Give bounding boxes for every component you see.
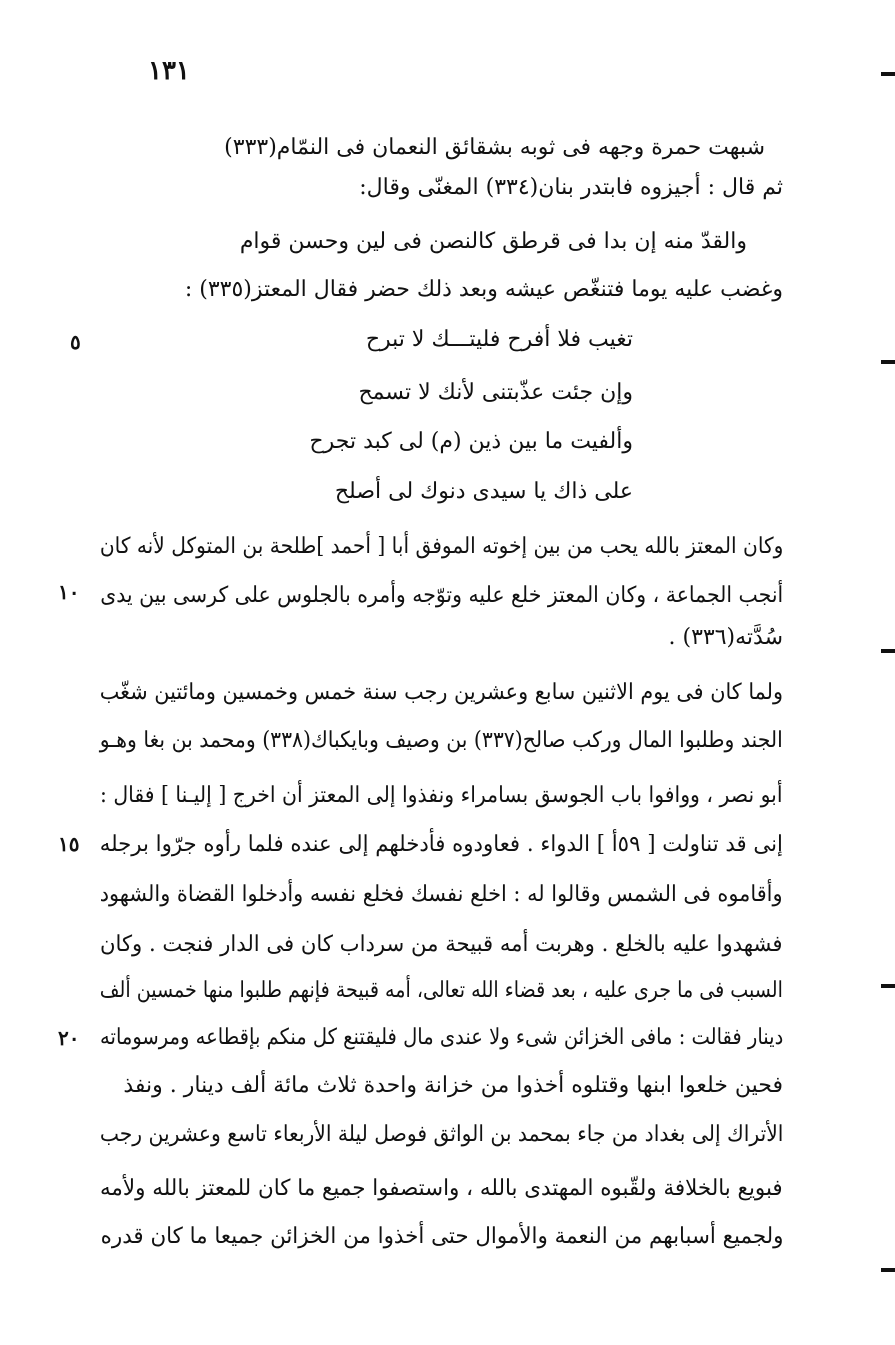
text-line: ثم قال : أجيزوه فابتدر بنان(٣٣٤) المغنّى وقال:: [359, 175, 783, 200]
text-line: أبو نصر ، ووافوا باب الجوسق بسامراء ونفذوا إلى المعتز أن اخرج [ إليـنا ] فقال :: [100, 783, 783, 808]
margin-tick: [881, 360, 895, 364]
verse-line: وألفيت ما بين ذين (م) لى كبد تجرح: [309, 429, 633, 454]
text-line: فحين خلعوا ابنها وقتلوه أخذوا من خزانة واحدة ثلاث مائة ألف دينار . ونفذ: [123, 1073, 783, 1098]
text-line: فبويع بالخلافة ولقّبوه المهتدى بالله ، واستصفوا جميع ما كان للمعتز بالله ولأمه: [100, 1176, 783, 1201]
margin-tick: [881, 984, 895, 988]
text-line: فشهدوا عليه بالخلع . وهربت أمه قبيحة من سرداب كان فى الدار فنجت . وكان: [100, 932, 783, 957]
text-line: والقدّ منه إن بدا فى قرطق كالنصن فى لين وحسن قوام: [239, 229, 747, 254]
verse-line: على ذاك يا سيدى دنوك لى أصلح: [334, 479, 633, 504]
text-line: ولما كان فى يوم الاثنين سابع وعشرين رجب سنة خمس وخمسين ومائتين شغّب: [99, 680, 783, 705]
text-line: وغضب عليه يوما فتنغّص عيشه وبعد ذلك حضر فقال المعتز(٣٣٥) :: [184, 277, 783, 302]
text-line: دينار فقالت : مافى الخزائن شىء ولا عندى مال فليقتنع كل منكم بإقطاعه ومرسوماته: [99, 1025, 783, 1050]
page-number: ١٣١: [148, 56, 190, 86]
line-number: ٢٠: [58, 1026, 80, 1050]
margin-tick: [881, 1268, 895, 1272]
verse-line: وإن جئت عذّبتنى لأنك لا تسمح: [358, 380, 633, 405]
verse-line: تغيب فلا أفرح فليتـــك لا تبرح: [365, 327, 633, 352]
text-line: ولجميع أسبابهم من النعمة والأموال حتى أخذوا من الخزائن جميعا ما كان قدره: [100, 1224, 783, 1249]
margin-tick: [881, 72, 895, 76]
text-line: الأتراك إلى بغداد من جاء بمحمد بن الواثق فوصل ليلة الأربعاء تاسع وعشرين رجب: [99, 1122, 783, 1147]
line-number: ١٠: [58, 580, 80, 604]
text-line: شبهت حمرة وجهه فى ثوبه بشقائق النعمان فى النمّام(٣٣٣): [224, 135, 765, 160]
text-line: إنى قد تناولت [ ٥٩أ ] الدواء . فعاودوه فأدخلهم إلى عنده فلما رأوه جرّوا برجله: [99, 832, 783, 857]
text-line: الجند وطلبوا المال وركب صالح(٣٣٧) بن وصيف وبايكباك(٣٣٨) ومحمد بن بغا وهـو: [100, 728, 783, 753]
line-number: ١٥: [58, 832, 80, 856]
margin-tick: [881, 649, 895, 653]
text-line: أنجب الجماعة ، وكان المعتز خلع عليه وتوّجه وأمره بالجلوس على كرسى بين يدى: [100, 583, 783, 608]
line-number: ٥: [70, 330, 81, 354]
text-line: السبب فى ما جرى عليه ، بعد قضاء الله تعالى، أمه قبيحة فإنهم طلبوا منها خمسين ألف: [99, 978, 783, 1003]
text-line: وأقاموه فى الشمس وقالوا له : اخلع نفسك فخلع نفسه وأدخلوا القضاة والشهود: [100, 882, 783, 907]
text-line: سُدَّته(٣٣٦) .: [668, 625, 783, 650]
text-line: وكان المعتز بالله يحب من بين إخوته الموفق أبا [ أحمد ]طلحة بن المتوكل لأنه كان: [99, 534, 783, 559]
